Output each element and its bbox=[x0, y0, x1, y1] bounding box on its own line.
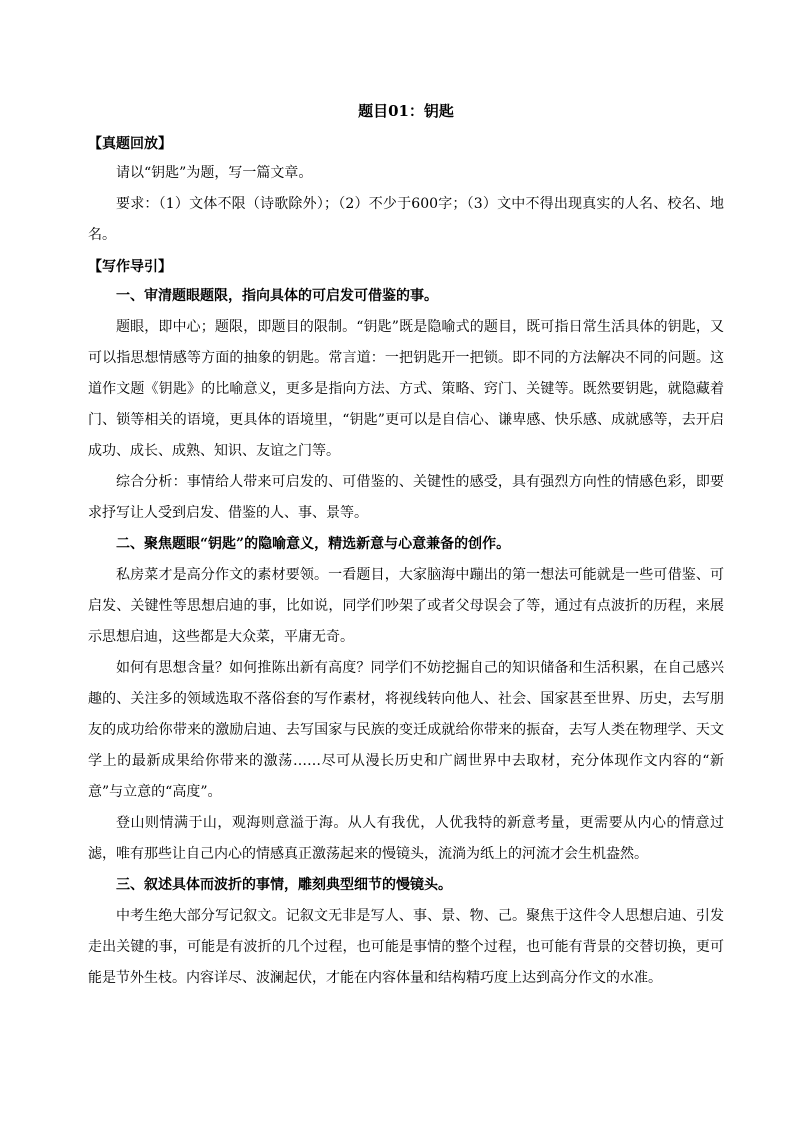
prompt-paragraph: 请以“钥匙”为题，写一篇文章。 bbox=[116, 165, 313, 181]
subheading-1: 一、审清题眼题限，指向具体的可启发可借鉴的事。 bbox=[116, 288, 438, 304]
paragraph-4: 如何有思想含量？如何推陈出新有高度？同学们不妨挖掘自己的知识储备和生活积累，在自己感兴趣的、关注多的领域选取不落俗套的写作素材，将视线转向他人、社会、国家甚至世界、历史，去写朋友的成功给你带来的激励启迪、去写国家与民族的变迁成就给你带来的振奋，去写人类在物理学、天文学上的最新成果给你带来的激荡……尽可从漫长历史和广阔世界中去取材，充分体现作文内容的“新意”与立意的“高度”。 bbox=[88, 660, 724, 800]
paragraph-5: 登山则情满于山，观海则意溢于海。从人有我优，人优我特的新意考量，更需要从内心的情意过滤，唯有那些让自己内心的情感真正激荡起来的慢镜头，流淌为纸上的河流才会生机盎然。 bbox=[88, 815, 724, 862]
section-xiezuo bbox=[88, 253, 724, 994]
subheading-3: 三、叙述具体而波折的事情，雕刻典型细节的慢镜头。 bbox=[116, 877, 452, 893]
paragraph-1: 题眼，即中心；题限，即题目的限制。“钥匙”既是隐喻式的题目，既可指日常生活具体的钥匙，又可以指思想情感等方面的抽象的钥匙。常言道：一把钥匙开一把锁。即不同的方法解决不同的问题。这道作文题《钥匙》的比喻意义，更多是指向方法、方式、策略、窍门、关键等。既然要钥匙，就隐藏着门、锁等相关的语境，更具体的语境里，“钥匙”更可以是自信心、谦卑感、快乐感、成就感等，去开启成功、成长、成熟、知识、友谊之门等。 bbox=[88, 319, 724, 459]
document-page bbox=[88, 98, 724, 996]
section-zhenti bbox=[88, 130, 724, 251]
paragraph-6: 中考生绝大部分写记叙文。记叙文无非是写人、事、景、物、己。聚焦于这件令人思想启迪、引发走出关键的事，可能是有波折的几个过程，也可能是事情的整个过程，也可能有背景的交替切换，更可能是节外生枝。内容详尽、波澜起伏，才能在内容体量和结构精巧度上达到高分作文的水准。 bbox=[88, 908, 724, 986]
requirements-paragraph: 要求：（1）文体不限（诗歌除外）；（2）不少于600字；（3）文中不得出现真实的人名、校名、地名。 bbox=[88, 196, 724, 243]
section-heading-zhenti: 【真题回放】 bbox=[88, 136, 172, 152]
paragraph-2: 综合分析：事情给人带来可启发的、可借鉴的、关键性的感受，具有强烈方向性的情感色彩，即要求抒写让人受到启发、借鉴的人、事、景等。 bbox=[88, 474, 724, 521]
section-heading-xiezuo: 【写作导引】 bbox=[88, 259, 172, 275]
subheading-2: 二、聚焦题眼“钥匙”的隐喻意义，精选新意与心意兼备的创作。 bbox=[116, 536, 511, 552]
paragraph-3: 私房菜才是高分作文的素材要领。一看题目，大家脑海中蹦出的第一想法可能就是一些可借鉴、可启发、关键性等思想启迪的事，比如说，同学们吵架了或者父母误会了等，通过有点波折的历程，来展示思想启迪，这些都是大众菜，平庸无奇。 bbox=[88, 567, 724, 645]
document-title: 题目01：钥匙 bbox=[358, 102, 454, 120]
